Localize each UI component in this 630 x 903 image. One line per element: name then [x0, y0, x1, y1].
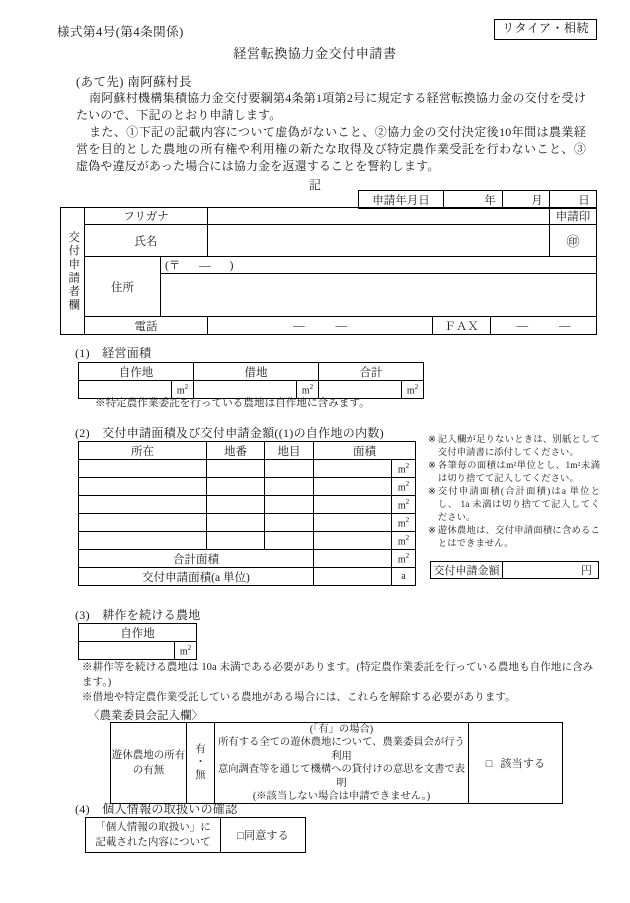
table-row-values: [79, 642, 197, 660]
table-row: [79, 532, 416, 550]
section-3-note-2: ※借地や特定農作業受託している農地がある場合には、これらを解除する必要があります。: [82, 692, 516, 703]
address-input[interactable]: [161, 274, 597, 317]
section-2-notes: [428, 434, 600, 551]
total-area-label: 合計面積: [79, 550, 314, 568]
col-area: 面積: [314, 442, 416, 460]
detail-line-1: (「有」の場合): [309, 724, 374, 735]
table-row-apply-area: [79, 568, 416, 586]
detail-line-2: 所有する全ての遊休農地について、農業委員会が行う利用: [218, 737, 465, 762]
amount-input[interactable]: [503, 562, 599, 579]
tel-input[interactable]: [208, 317, 433, 335]
area-input[interactable]: [314, 514, 392, 532]
col-total: 合計: [319, 363, 424, 381]
area-input[interactable]: [314, 532, 392, 550]
col-lot-number: 地番: [207, 442, 265, 460]
detail-line-4: (※該当しない場合は申請できません。): [252, 791, 431, 803]
section-3-heading: (3) 耕作を続ける農地: [75, 608, 201, 622]
table-row: [111, 723, 563, 804]
postal-prefix: (〒: [165, 260, 181, 272]
seal-label: 申請印: [550, 208, 597, 225]
furigana-label: フリガナ: [85, 208, 208, 225]
seal-stamp-icon[interactable]: ㊞: [550, 225, 597, 257]
table-row-header: [79, 624, 197, 642]
total-area-unit: $m^2$: [392, 550, 416, 568]
grant-amount-table: [430, 561, 599, 579]
aru-nashi-choice[interactable]: [187, 723, 215, 804]
note-mark-icon: ※: [428, 461, 436, 472]
request-paragraph: 南阿蘇村機構集積協力金交付要綱第4条第1項第2号に規定する経営転換協力金の交付を受けたいので、下記のとおり申請します。: [76, 91, 586, 123]
day-field[interactable]: [550, 191, 597, 209]
apply-area-unit: a: [392, 568, 416, 586]
total-area-input[interactable]: [314, 550, 392, 568]
location-input[interactable]: [79, 532, 207, 550]
own-land-unit: $m^2$: [172, 381, 194, 399]
privacy-policy-label: [86, 818, 221, 853]
apply-area-input[interactable]: [314, 568, 392, 586]
privacy-consent-table: [85, 817, 306, 853]
note-mark-icon: ※: [428, 487, 436, 498]
fax-input[interactable]: [491, 317, 597, 335]
total-land-unit: $m^2$: [402, 381, 424, 399]
area-unit: $m^2$: [392, 478, 416, 496]
postal-dash: —: [199, 260, 211, 272]
table-row-furigana: [61, 208, 597, 225]
fax-dash-2: —: [558, 319, 571, 332]
pledge-paragraph: また、①下記の記載内容について虚偽がないこと、②協力金の交付決定後10年間は農業経営を目的とした農地の所有権や利用権の新たな取得及び特定農作業受託を行わないこと、③虚偽や違反があった場合には協力金を返還することを誓約します。: [76, 125, 586, 174]
checkbox-icon[interactable]: □: [485, 758, 493, 771]
month-label: 月: [531, 194, 543, 207]
table-row-header: [79, 442, 416, 460]
location-input[interactable]: [79, 496, 207, 514]
committee-table: [110, 722, 563, 804]
table-row-total-area: [79, 550, 416, 568]
lot-number-input[interactable]: [207, 514, 265, 532]
apply-area-label: 交付申請面積(a 単位): [79, 568, 314, 586]
lot-number-input[interactable]: [207, 460, 265, 478]
table-row-tel: [61, 317, 597, 335]
idle-farmland-label: 遊休農地の所有の有無: [111, 723, 187, 804]
list-item: [428, 434, 600, 459]
month-field[interactable]: [503, 191, 550, 209]
area-input[interactable]: [314, 496, 392, 514]
table-row: [79, 478, 416, 496]
list-item: [428, 525, 600, 550]
table-row-name: [61, 225, 597, 257]
area-input[interactable]: [314, 478, 392, 496]
grant-area-table: [78, 441, 416, 586]
section-1-note: ※特定農作業委託を行っている農地は自作地に含みます。: [95, 398, 370, 409]
continued-area-input[interactable]: [79, 642, 175, 660]
separator-dot: ・: [195, 756, 206, 768]
fax-label: ＦＡＸ: [433, 317, 491, 335]
area-unit: $m^2$: [392, 514, 416, 532]
checkbox-label: 該当する: [500, 758, 546, 771]
date-label: 申請年月日: [359, 191, 444, 209]
section-3-note-1: ※耕作等を続ける農地は 10a 未満である必要があります。(特定農作業委託を行っている農地も自作地に含みます。): [82, 662, 594, 688]
col-rented-land: 借地: [194, 363, 319, 381]
tel-label: 電話: [85, 317, 208, 335]
checkbox-label: 同意する: [244, 830, 289, 842]
privacy-label-line-1: 「個人情報の取扱い」に: [95, 822, 211, 833]
lot-number-input[interactable]: [207, 496, 265, 514]
applicant-table: [60, 207, 597, 335]
area-unit: $m^2$: [392, 496, 416, 514]
land-category-input[interactable]: [265, 460, 314, 478]
page-title: 経営転換協力金交付申請書: [233, 46, 397, 61]
lot-number-input[interactable]: [207, 532, 265, 550]
table-row-header: [79, 363, 424, 381]
addressee: (あて先) 南阿蘇村長: [76, 75, 192, 89]
col-land-category: 地目: [265, 442, 314, 460]
management-area-table: [78, 362, 424, 399]
name-input[interactable]: [208, 225, 550, 257]
col-own-land: 自作地: [79, 363, 194, 381]
applicable-checkbox-cell[interactable]: [469, 723, 563, 804]
continued-area-unit: $m^2$: [175, 642, 197, 660]
table-row: [79, 514, 416, 532]
land-category-input[interactable]: [265, 532, 314, 550]
table-row: [79, 496, 416, 514]
lot-number-input[interactable]: [207, 478, 265, 496]
privacy-label-line-2: 記載された内容について: [95, 837, 211, 848]
table-row: [86, 818, 306, 853]
note-mark-icon: ※: [428, 526, 436, 537]
table-row: [359, 191, 597, 209]
header-row: [0, 22, 630, 40]
list-item: [428, 486, 600, 524]
form-number: 様式第4号(第4条関係): [57, 25, 184, 39]
checkbox-icon[interactable]: □: [237, 830, 245, 842]
committee-section-title: 〈農業委員会記入欄〉: [88, 710, 203, 722]
category-badge: リタイア・相続: [494, 19, 597, 40]
consent-checkbox-cell[interactable]: [221, 818, 306, 853]
tel-dash-1: —: [293, 319, 305, 332]
location-input[interactable]: [79, 514, 207, 532]
continued-farming-table: [78, 623, 197, 660]
option-nashi[interactable]: 無: [195, 769, 206, 781]
committee-detail-text: [215, 723, 469, 804]
postal-suffix: ): [229, 260, 234, 272]
section-2-heading: (2) 交付申請面積及び交付申請金額((1)の自作地の内数): [75, 426, 384, 440]
amount-label: 交付申請金額: [431, 562, 503, 579]
detail-line-3: 意向調査等を通じて機構への貸付けの意思を文書で表明: [217, 764, 466, 789]
list-item: [428, 460, 600, 485]
year-field[interactable]: [444, 191, 503, 209]
name-label: 氏名: [85, 225, 208, 257]
section-1-heading: (1) 経営面積: [75, 346, 152, 360]
note-text: 各筆毎の面積はm²単位とし、1m²未満は切り捨てて記入してください。: [437, 461, 600, 484]
land-category-input[interactable]: [265, 514, 314, 532]
amount-unit: 円: [581, 565, 592, 577]
day-label: 日: [578, 194, 590, 207]
area-unit: $m^2$: [392, 460, 416, 478]
applicant-section-label: 交付申請者欄: [61, 208, 85, 335]
postal-code-field[interactable]: [161, 257, 597, 274]
col-own-land: 自作地: [79, 624, 197, 642]
address-label: 住所: [85, 257, 161, 317]
table-row-postal: [61, 257, 597, 274]
land-category-input[interactable]: [265, 478, 314, 496]
land-category-input[interactable]: [265, 496, 314, 514]
location-input[interactable]: [79, 460, 207, 478]
option-aru[interactable]: 有: [195, 744, 206, 756]
rented-land-unit: $m^2$: [297, 381, 319, 399]
furigana-input[interactable]: [208, 208, 550, 225]
fax-dash-1: —: [516, 319, 529, 332]
note-text: 遊休農地は、交付申請面積に含めることはできません。: [437, 526, 600, 549]
note-text: 記入欄が足りないときは、別紙として交付申請書に添付してください。: [437, 435, 600, 458]
section-4-heading: (4) 個人情報の取扱いの確認: [75, 802, 238, 816]
table-row: [431, 562, 599, 579]
ki-mark: 記: [308, 178, 321, 192]
area-unit: $m^2$: [392, 532, 416, 550]
tel-dash-2: —: [335, 319, 347, 332]
location-input[interactable]: [79, 478, 207, 496]
year-label: 年: [484, 194, 496, 207]
col-location: 所在: [79, 442, 207, 460]
area-input[interactable]: [314, 460, 392, 478]
note-mark-icon: ※: [428, 435, 436, 445]
note-text: 交付申請面積(合計面積)はa 単位とし、 1a 未満は切り捨てて記入してください。: [437, 487, 600, 523]
table-row: [79, 460, 416, 478]
